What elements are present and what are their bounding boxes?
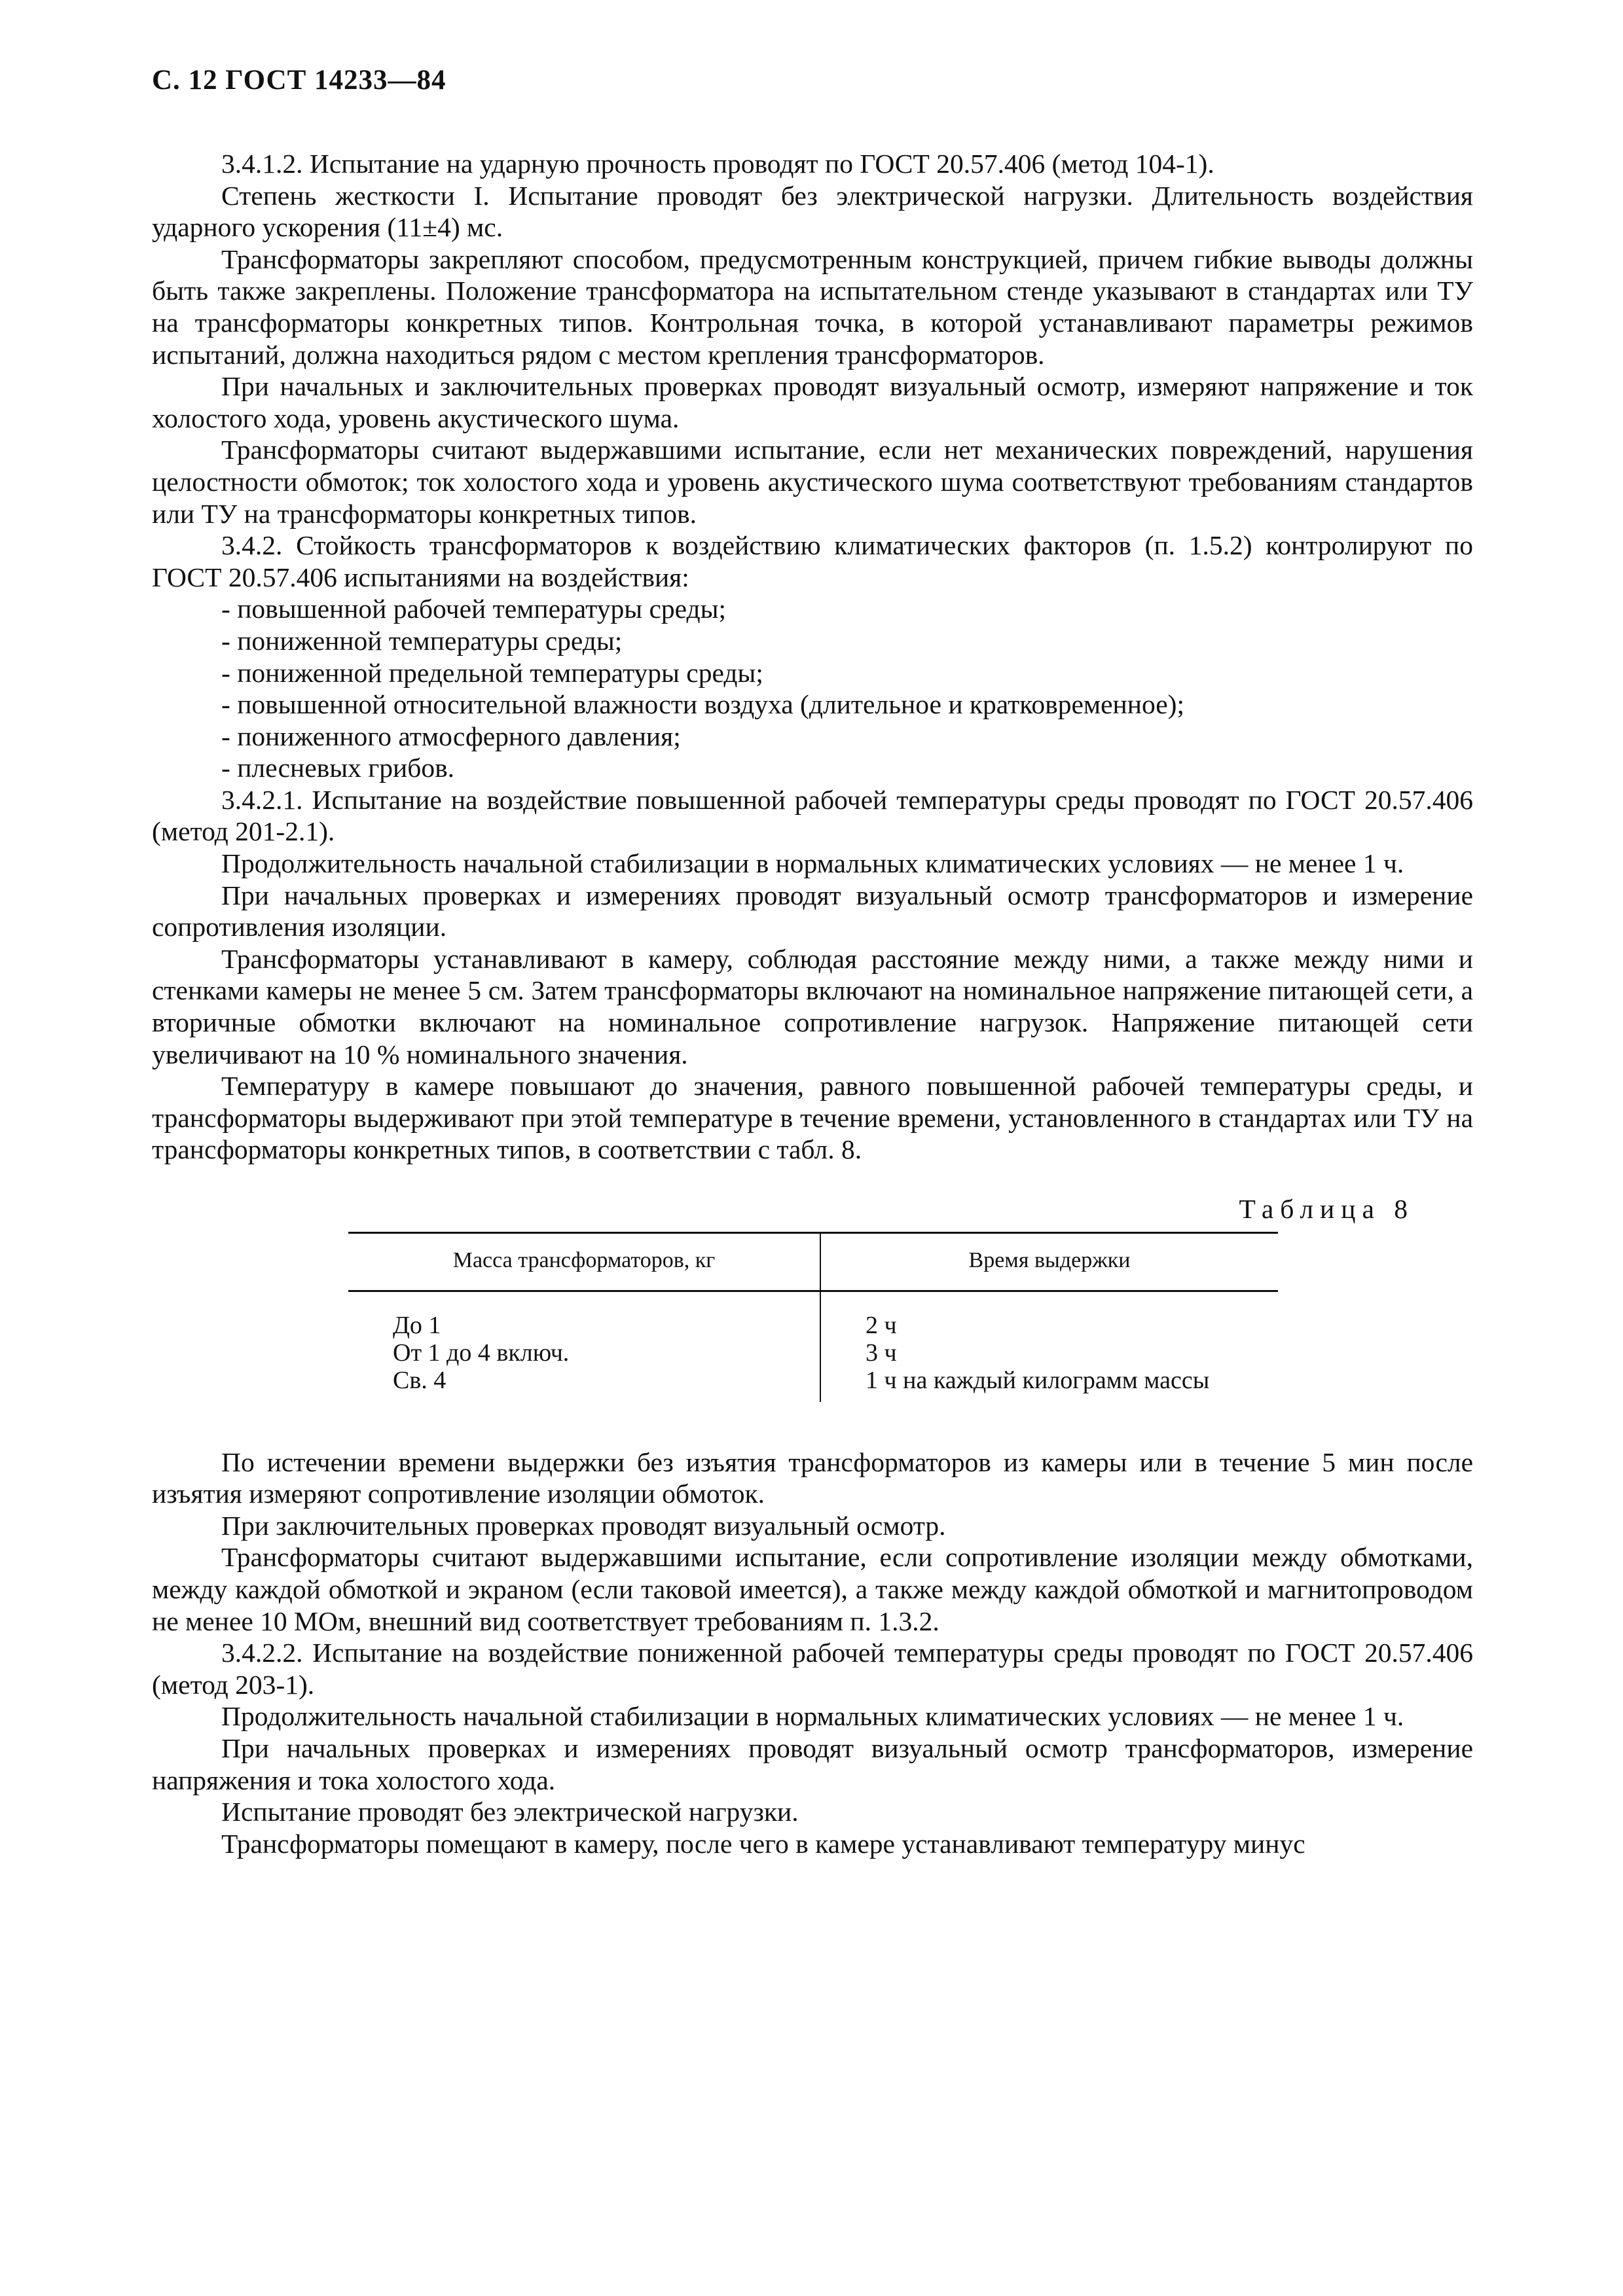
- paragraph: При начальных проверках и измерениях проводят визуальный осмотр трансформаторов, измерение напряжения и тока холостого хода.: [152, 1732, 1473, 1795]
- climatic-factors-list: [152, 593, 1473, 784]
- list-item: - пониженного атмосферного давления;: [221, 721, 1473, 753]
- table-row: [348, 1339, 1278, 1367]
- paragraph: Трансформаторы считают выдержавшими испытание, если нет механических повреждений, нарушения целостности обмоток; ток холостого хода и уровень акустического шума соответствуют требованиям стандартов или ТУ на трансформаторы конкретных типов.: [152, 435, 1473, 529]
- paragraph: При начальных и заключительных проверках проводят визуальный осмотр, измеряют напряжение и ток холостого хода, уровень акустического шума.: [152, 371, 1473, 433]
- paragraph: Испытание проводят без электрической нагрузки.: [221, 1797, 799, 1827]
- table-cell: Св. 4: [348, 1367, 820, 1402]
- table-cell: 1 ч на каждый килограмм массы: [866, 1366, 1210, 1394]
- paragraph: 3.4.2.2. Испытание на воздействие пониженной рабочей температуры среды проводят по ГОСТ 20.57.406 (метод 203-1).: [152, 1638, 1473, 1700]
- paragraph: Трансформаторы закрепляют способом, предусмотренным конструкцией, причем гибкие выводы должны быть также закреплены. Положение трансформатора на испытательном стенде указывают в стандартах или ТУ на трансформаторы конкретных типов. Контрольная точка, в которой устанавливают параметры режимов испытаний, должна находиться рядом с местом крепления трансформаторов.: [152, 243, 1473, 370]
- paragraph: Трансформаторы помещают в камеру, после чего в камере устанавливают температуру минус: [221, 1828, 1305, 1859]
- list-item: - плесневых грибов.: [221, 752, 1473, 784]
- paragraph: При начальных проверках и измерениях проводят визуальный осмотр трансформаторов и измерение сопротивления изоляции.: [152, 880, 1473, 942]
- list-item: - пониженной температуры среды;: [221, 625, 1473, 657]
- list-item: - повышенной рабочей температуры среды;: [221, 593, 1473, 625]
- list-item: - пониженной предельной температуры среды;: [221, 657, 1473, 689]
- paragraph: Температуру в камере повышают до значения, равного повышенной рабочей температуры среды, и трансформаторы выдерживают при этой температуре в течение времени, установленного в стандартах или ТУ на трансформаторы конкретных типов, в соответствии с табл. 8.: [152, 1071, 1473, 1165]
- paragraph: 3.4.2. Стойкость трансформаторов к воздействию климатических факторов (п. 1.5.2) контролируют по ГОСТ 20.57.406 испытаниями на воздействия:: [152, 530, 1473, 592]
- table-8: [348, 1232, 1278, 1402]
- table-caption: Таблица 8: [1239, 1194, 1414, 1224]
- section-after-table: [152, 1446, 1473, 1860]
- paragraph: Степень жесткости I. Испытание проводят без электрической нагрузки. Длительность воздействия ударного ускорения (11±4) мс.: [152, 180, 1473, 243]
- paragraph: 3.4.1.2. Испытание на ударную прочность проводят по ГОСТ 20.57.406 (метод 104-1).: [221, 149, 1214, 179]
- table-cell: До 1: [348, 1291, 820, 1339]
- table-cell: 2 ч: [866, 1311, 897, 1339]
- table-header-mass: Масса трансформаторов, кг: [348, 1232, 820, 1291]
- table-row: [348, 1291, 1278, 1339]
- table-cell: От 1 до 4 включ.: [348, 1339, 820, 1367]
- list-item: - повышенной относительной влажности воздуха (длительное и кратковременное);: [221, 689, 1473, 721]
- paragraph: При заключительных проверках проводят визуальный осмотр.: [221, 1510, 946, 1541]
- paragraph: 3.4.2.1. Испытание на воздействие повышенной рабочей температуры среды проводят по ГОСТ 20.57.406 (метод 201-2.1).: [152, 784, 1473, 847]
- paragraph: Продолжительность начальной стабилизации в нормальных климатических условиях — не менее 1 ч.: [221, 1701, 1404, 1732]
- paragraph: Продолжительность начальной стабилизации в нормальных климатических условиях — не менее 1 ч.: [221, 848, 1404, 879]
- paragraph: Трансформаторы считают выдержавшими испытание, если сопротивление изоляции между обмотками, между каждой обмоткой и экраном (если таковой имеется), а также между каждой обмоткой и магнитопроводом не менее 10 МОм, внешний вид соответствует требованиям п. 1.3.2.: [152, 1542, 1473, 1636]
- paragraph: Трансформаторы устанавливают в камеру, соблюдая расстояние между ними, а также между ними и стенками камеры не менее 5 см. Затем трансформаторы включают на номинальное напряжение питающей сети, а вторичные обмотки включают на номинальное сопротивление нагрузок. Напряжение питающей сети увеличивают на 10 % номинального значения.: [152, 943, 1473, 1069]
- document-body: [152, 148, 1473, 1859]
- table-header-time: Время выдержки: [820, 1232, 1278, 1291]
- paragraph: По истечении времени выдержки без изъятия трансформаторов из камеры или в течение 5 мин после изъятия измеряют сопротивление изоляции обмоток.: [152, 1446, 1473, 1509]
- table-cell: 3 ч: [866, 1338, 897, 1367]
- page-header: С. 12 ГОСТ 14233—84: [152, 65, 447, 96]
- table-row: [348, 1367, 1278, 1402]
